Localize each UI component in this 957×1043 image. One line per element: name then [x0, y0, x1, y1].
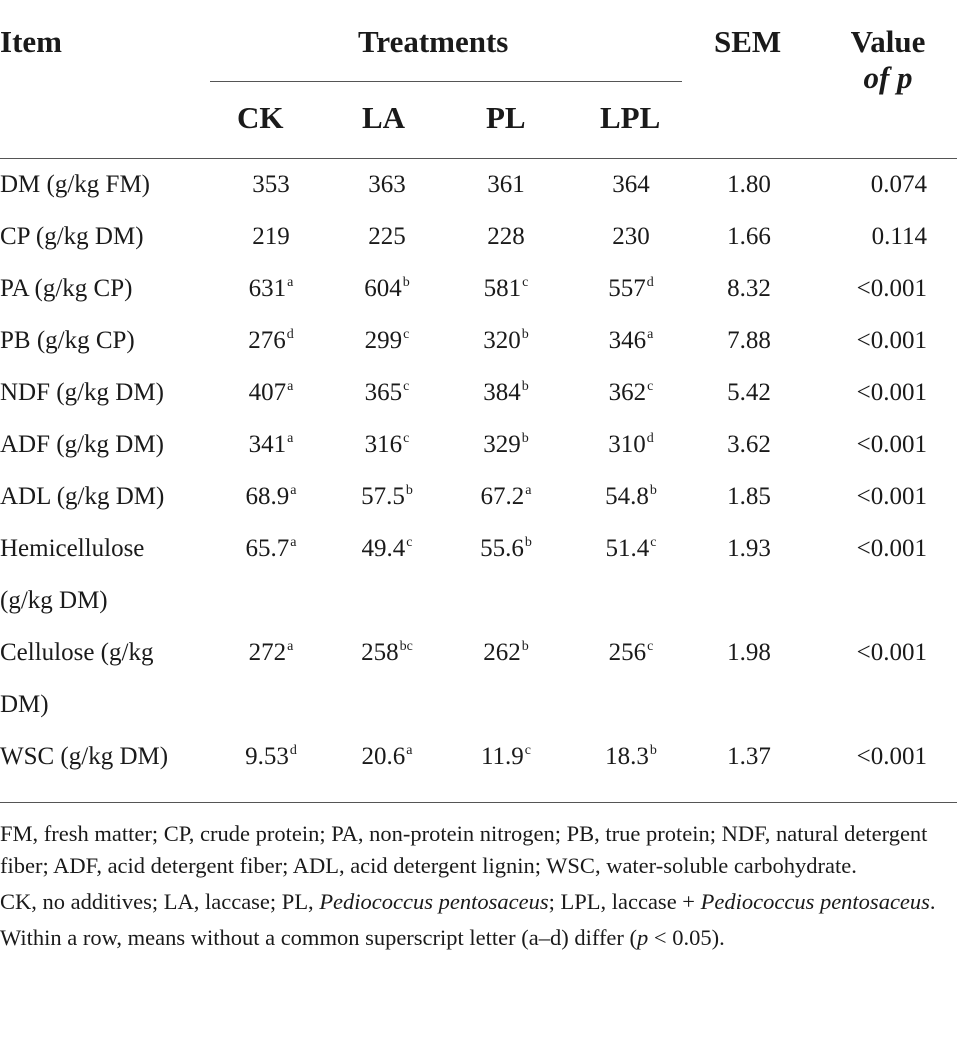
- cell-ck-value: 65.7: [245, 535, 290, 562]
- table-row: [0, 471, 957, 523]
- cell-pvalue: 0.114: [871, 223, 927, 250]
- table-row: [0, 731, 957, 783]
- cell-lpl-superscript: d: [646, 431, 654, 446]
- cell-lpl-superscript: c: [647, 639, 654, 654]
- row-item-label: Cellulose (g/kg: [0, 639, 154, 666]
- cell-lpl-superscript: a: [647, 327, 654, 342]
- cell-lpl-superscript: d: [646, 275, 654, 290]
- cell-lpl-superscript: b: [649, 743, 657, 758]
- cell-pl: [459, 471, 553, 523]
- cell-la-value: 57.5: [361, 483, 405, 510]
- cell-pvalue: <0.001: [856, 431, 927, 458]
- row-item-label: NDF (g/kg DM): [0, 379, 164, 406]
- cell-ck: [224, 523, 318, 575]
- cell-la: [340, 471, 434, 523]
- cell-lpl-value: 364: [612, 171, 650, 198]
- cell-lpl: [584, 315, 678, 367]
- cell-la-value: 49.4: [361, 535, 406, 562]
- row-item-label-continued: DM): [0, 691, 49, 718]
- cell-sem: 7.88: [727, 327, 771, 354]
- cell-la-value: 365: [364, 379, 403, 406]
- cell-la-value: 258: [361, 639, 399, 666]
- header-treatments: Treatments: [358, 24, 509, 59]
- cell-pl: [459, 627, 553, 679]
- cell-pl-value: 67.2: [480, 483, 525, 510]
- cell-pl: [459, 419, 553, 471]
- cell-pl: [459, 523, 553, 575]
- header-pl: PL: [486, 100, 526, 135]
- cell-la: [340, 627, 434, 679]
- table-row: [0, 627, 957, 718]
- cell-ck-value: 353: [252, 171, 290, 198]
- cell-ck-superscript: a: [290, 535, 297, 550]
- cell-la: [340, 315, 434, 367]
- cell-lpl-value: 310: [608, 431, 646, 458]
- cell-lpl-value: 346: [608, 327, 647, 354]
- cell-ck-superscript: d: [289, 743, 297, 758]
- header-la: LA: [362, 100, 406, 135]
- cell-pl-value: 329: [483, 431, 521, 458]
- cell-pl-value: 55.6: [480, 535, 524, 562]
- cell-pl-superscript: b: [521, 639, 529, 654]
- cell-sem: 1.37: [727, 743, 771, 770]
- header-pvalue: [820, 24, 956, 96]
- cell-pl-superscript: b: [521, 431, 529, 446]
- cell-la-superscript: bc: [399, 639, 413, 654]
- cell-pvalue: <0.001: [856, 535, 927, 562]
- cell-pvalue: 0.074: [870, 171, 927, 198]
- header-lpl: LPL: [600, 100, 661, 135]
- cell-ck-value: 272: [248, 639, 287, 666]
- cell-pl-value: 320: [483, 327, 521, 354]
- footnote-abbreviations: FM, fresh matter; CP, crude protein; PA, non-protein nitrogen; PB, true protein; NDF, natural detergent fiber; ADF, acid detergent fiber; ADL, acid detergent lignin; WSC, water-soluble carbohydrate.: [0, 821, 928, 878]
- cell-la-value: 363: [368, 171, 406, 198]
- cell-la-value: 299: [364, 327, 403, 354]
- cell-ck: [224, 315, 318, 367]
- cell-lpl: [584, 211, 678, 263]
- cell-ck-superscript: a: [287, 275, 294, 290]
- cell-lpl: [584, 263, 678, 315]
- cell-lpl-superscript: c: [647, 379, 654, 394]
- cell-pvalue: <0.001: [856, 379, 927, 406]
- table-row: [0, 523, 957, 614]
- row-item-label: WSC (g/kg DM): [0, 743, 169, 770]
- cell-ck-superscript: a: [287, 431, 294, 446]
- cell-pl-superscript: c: [522, 275, 529, 290]
- cell-la: [340, 159, 434, 211]
- cell-pl: [459, 731, 553, 783]
- cell-la-superscript: b: [405, 483, 413, 498]
- cell-lpl-value: 51.4: [605, 535, 650, 562]
- cell-lpl: [584, 471, 678, 523]
- cell-la: [340, 211, 434, 263]
- cell-pl-value: 262: [483, 639, 521, 666]
- cell-ck-value: 68.9: [245, 483, 290, 510]
- table-row: [0, 211, 957, 263]
- row-item-label: ADF (g/kg DM): [0, 431, 164, 458]
- table-row: [0, 419, 957, 471]
- cell-la-superscript: a: [406, 743, 413, 758]
- row-item-label: ADL (g/kg DM): [0, 483, 165, 510]
- cell-pvalue: <0.001: [856, 483, 927, 510]
- cell-lpl-value: 557: [608, 275, 646, 302]
- cell-ck: [224, 211, 318, 263]
- cell-pl-value: 384: [483, 379, 521, 406]
- bottom-rule: [0, 802, 957, 803]
- cell-lpl: [584, 419, 678, 471]
- cell-sem: 3.62: [727, 431, 771, 458]
- cell-pl-value: 228: [487, 223, 525, 250]
- cell-lpl-value: 18.3: [605, 743, 649, 770]
- cell-pl-superscript: b: [521, 379, 529, 394]
- cell-la-value: 316: [364, 431, 403, 458]
- row-item-label: PB (g/kg CP): [0, 327, 135, 354]
- cell-pl-superscript: b: [521, 327, 529, 342]
- table-row: [0, 263, 957, 315]
- cell-ck: [224, 159, 318, 211]
- cell-sem: 1.98: [727, 639, 771, 666]
- cell-lpl-value: 362: [608, 379, 647, 406]
- cell-sem: 1.85: [727, 483, 771, 510]
- cell-pvalue: <0.001: [856, 743, 927, 770]
- cell-pl: [459, 159, 553, 211]
- cell-pl-superscript: c: [524, 743, 532, 758]
- header-item: Item: [0, 24, 62, 59]
- cell-pl-value: 11.9: [480, 743, 524, 770]
- cell-la-value: 225: [368, 223, 406, 250]
- cell-lpl-value: 230: [612, 223, 650, 250]
- cell-pl: [459, 211, 553, 263]
- cell-lpl-value: 256: [608, 639, 647, 666]
- cell-ck-superscript: a: [287, 379, 294, 394]
- cell-pl: [459, 263, 553, 315]
- header-pvalue-line2: of p: [863, 60, 913, 95]
- cell-sem: 8.32: [727, 275, 771, 302]
- cell-lpl-value: 54.8: [605, 483, 649, 510]
- cell-ck: [224, 419, 318, 471]
- row-item-label: PA (g/kg CP): [0, 275, 133, 302]
- cell-la: [340, 367, 434, 419]
- cell-la-value: 604: [364, 275, 402, 302]
- cell-lpl: [584, 627, 678, 679]
- row-item-label-continued: (g/kg DM): [0, 587, 108, 614]
- cell-la-superscript: c: [403, 431, 410, 446]
- cell-ck-superscript: a: [287, 639, 294, 654]
- cell-la-superscript: c: [406, 535, 413, 550]
- row-item-label: Hemicellulose: [0, 535, 145, 562]
- cell-ck-value: 9.53: [245, 743, 289, 770]
- cell-sem: 5.42: [727, 379, 771, 406]
- cell-lpl: [584, 159, 678, 211]
- cell-lpl-superscript: b: [649, 483, 657, 498]
- footnote-treatments: CK, no additives; LA, laccase; PL, Pediococcus pentosaceus; LPL, laccase + Pediococcus pentosaceus.: [0, 889, 936, 914]
- cell-ck-value: 341: [248, 431, 287, 458]
- cell-ck-value: 407: [248, 379, 287, 406]
- cell-la: [340, 419, 434, 471]
- table-row: [0, 159, 957, 211]
- cell-la-superscript: b: [402, 275, 410, 290]
- header-pvalue-line1: Value: [850, 24, 926, 59]
- row-item-label: CP (g/kg DM): [0, 223, 144, 250]
- cell-pl: [459, 367, 553, 419]
- cell-lpl: [584, 523, 678, 575]
- cell-lpl-superscript: c: [650, 535, 657, 550]
- cell-ck-value: 219: [252, 223, 290, 250]
- cell-la: [340, 731, 434, 783]
- cell-pl-value: 581: [483, 275, 522, 302]
- header-sem: SEM: [714, 24, 782, 59]
- cell-la-value: 20.6: [361, 743, 406, 770]
- cell-lpl: [584, 367, 678, 419]
- cell-pl: [459, 315, 553, 367]
- cell-sem: 1.93: [727, 535, 771, 562]
- cell-ck: [224, 471, 318, 523]
- row-item-label: DM (g/kg FM): [0, 171, 151, 198]
- cell-pl-value: 361: [487, 171, 525, 198]
- treatments-rule: [210, 81, 682, 82]
- cell-ck-superscript: a: [290, 483, 297, 498]
- footnotes: [0, 818, 950, 958]
- cell-pl-superscript: a: [525, 483, 532, 498]
- cell-la-superscript: c: [403, 327, 410, 342]
- cell-ck-value: 276: [248, 327, 286, 354]
- table-row: [0, 315, 957, 367]
- cell-lpl: [584, 731, 678, 783]
- table-row: [0, 367, 957, 419]
- cell-ck: [224, 627, 318, 679]
- cell-pvalue: <0.001: [856, 639, 927, 666]
- cell-la-superscript: c: [403, 379, 410, 394]
- cell-la: [340, 523, 434, 575]
- cell-ck-superscript: d: [286, 327, 294, 342]
- cell-pvalue: <0.001: [856, 327, 927, 354]
- cell-sem: 1.80: [727, 171, 771, 198]
- cell-pvalue: <0.001: [856, 275, 927, 302]
- cell-ck: [224, 367, 318, 419]
- footnote-significance: Within a row, means without a common superscript letter (a–d) differ (p < 0.05).: [0, 925, 725, 950]
- cell-pl-superscript: b: [524, 535, 532, 550]
- cell-ck-value: 631: [248, 275, 287, 302]
- cell-la: [340, 263, 434, 315]
- cell-ck: [224, 731, 318, 783]
- header-ck: CK: [237, 100, 284, 135]
- cell-ck: [224, 263, 318, 315]
- cell-sem: 1.66: [727, 223, 771, 250]
